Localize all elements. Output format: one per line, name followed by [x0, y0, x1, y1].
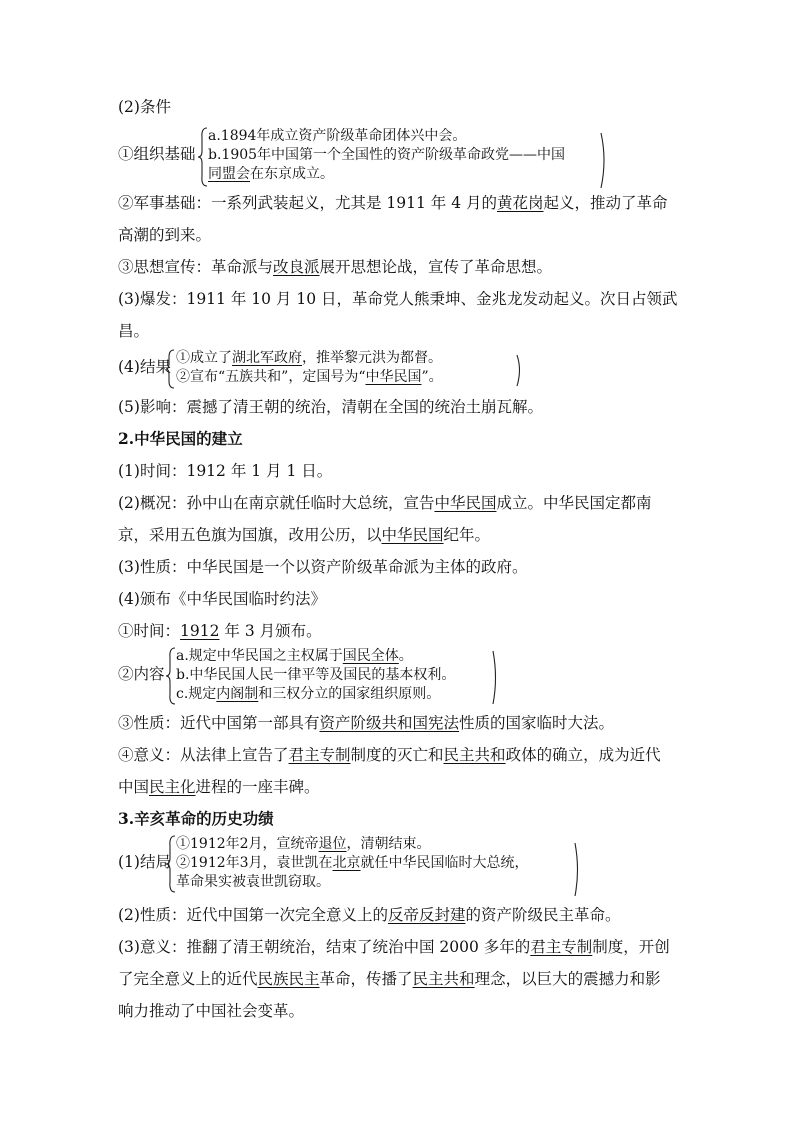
right-paren-icon: [516, 354, 524, 388]
underlined-keyword: 湖北军政府: [232, 350, 302, 366]
outbreak-line1: (3)爆发：1911 年 10 月 10 日，革命党人熊秉坤、金兆龙发动起义。次日占领武: [118, 290, 678, 308]
text-segment: 政体的确立，成为近代: [505, 746, 661, 764]
text-segment: ④意义：从法律上宣告了: [118, 746, 289, 764]
text-segment: ①1912年2月，宣统帝: [176, 836, 319, 852]
result-item-2: [176, 368, 443, 387]
underlined-keyword: 黄花岗: [497, 194, 544, 212]
revolution-meaning-line3: 响力推动了中国社会变革。: [118, 1002, 305, 1020]
constitution-time-line: [118, 620, 322, 642]
underlined-keyword: 退位: [318, 836, 347, 852]
provisional-constitution-heading: (4)颁布《中华民国临时约法》: [118, 590, 326, 608]
constitution-meaning-line2: [118, 776, 320, 798]
text-segment: 展开思想论战，宣传了革命思想。: [319, 258, 553, 276]
text-segment: 。: [398, 648, 413, 664]
text-segment: ，推举黎元洪为都督。: [302, 350, 442, 366]
underlined-keyword: 中华民国: [365, 369, 422, 385]
underlined-keyword: 反帝反封建: [387, 906, 466, 924]
underlined-keyword: 君主专制: [530, 938, 593, 956]
text-segment: (3)意义：推翻了清王朝统治，结束了统治中国 2000 多年的: [118, 938, 531, 956]
constitution-nature-line: [118, 712, 614, 734]
text-segment: 的资产阶级民主革命。: [465, 906, 621, 924]
outbreak-line2: 昌。: [118, 322, 150, 340]
influence-line: (5)影响：震撼了清王朝的统治，清朝在全国的统治土崩瓦解。: [118, 398, 543, 416]
text-segment: ②宣布“五族共和”，定国号为“: [176, 369, 366, 385]
text-segment: a.规定中华民国之主权属于: [176, 648, 343, 664]
text-segment: ③思想宣传：革命派与: [118, 258, 274, 276]
underlined-keyword: 民主共和: [443, 746, 506, 764]
text-segment: 进程的一座丰碑。: [195, 778, 320, 796]
underlined-keyword: 民族民主: [257, 970, 320, 988]
text-segment: 京，采用五色旗为国旗，改用公历，以: [118, 526, 382, 544]
content-items: [176, 647, 455, 704]
text-segment: ③性质：近代中国第一部具有: [118, 714, 320, 732]
ending-item-2: [176, 854, 529, 873]
underlined-keyword: 1912: [180, 622, 220, 640]
text-segment: 在东京成立。: [250, 166, 334, 182]
org-basis-item-b: b.1905年中国第一个全国性的资产阶级革命政党——中国: [208, 147, 566, 163]
underlined-keyword: 民主共和: [412, 970, 475, 988]
propaganda-line: [118, 256, 552, 278]
subheading-conditions: [118, 96, 171, 118]
underlined-keyword: 改良派: [273, 258, 320, 276]
underlined-keyword: 中华民国: [434, 494, 497, 512]
org-basis-items: [208, 127, 565, 184]
text-segment: (2)概况：孙中山在南京就任临时大总统，宣告: [118, 494, 435, 512]
text-segment: ②1912年3月，袁世凯在: [176, 855, 333, 871]
military-basis-line1: [118, 192, 668, 214]
content-item-a: [176, 647, 455, 666]
text-segment: 制度的灭亡和: [350, 746, 444, 764]
text-segment: ②军事基础：一系列武装起义，尤其是 1911 年 4 月的: [118, 194, 498, 212]
result-items: [176, 349, 443, 387]
underlined-keyword: 中华民国: [381, 526, 444, 544]
revolution-nature-line: [118, 904, 621, 926]
text-segment: 成立。中华民国定都南: [496, 494, 652, 512]
content-item-c: [176, 685, 455, 704]
section-3-heading: 3.辛亥革命的历史功绩: [118, 809, 274, 828]
ending-items: [176, 835, 529, 892]
revolution-meaning-line1: [118, 936, 670, 958]
text-segment: 中国: [118, 778, 150, 796]
text-segment: 纪年。: [443, 526, 491, 544]
underlined-keyword: 资产阶级共和国宪法: [319, 714, 460, 732]
ending-item-1: [176, 835, 529, 854]
text-segment: 制度，开创: [592, 938, 670, 956]
content-item-b: b.中华民国人民一律平等及国民的基本权利。: [176, 667, 456, 683]
revolution-meaning-line2: [118, 968, 661, 990]
text-segment: c.规定: [176, 686, 217, 702]
ending-label: (1)结局: [118, 853, 171, 871]
result-label: (4)结果: [118, 358, 171, 376]
org-basis-item-c: [208, 165, 565, 184]
result-item-1: [176, 349, 443, 368]
underlined-keyword: 北京: [332, 855, 361, 871]
text-segment: (2)性质：近代中国第一次完全意义上的: [118, 906, 388, 924]
text-segment: 了完全意义上的近代: [118, 970, 258, 988]
constitution-meaning-line1: [118, 744, 661, 766]
text-segment: 就任中华民国临时大总统，: [360, 855, 529, 871]
underlined-keyword: 君主专制: [288, 746, 351, 764]
roc-time-line: (1)时间：1912 年 1 月 1 日。: [118, 462, 333, 480]
text-segment: 革命，传播了: [319, 970, 413, 988]
text-segment: 和三权分立的国家组织原则。: [258, 686, 441, 702]
underlined-keyword: 国民全体: [342, 648, 399, 664]
right-paren-icon: [574, 842, 582, 898]
roc-overview-line2: [118, 524, 490, 546]
roc-nature-line: (3)性质：中华民国是一个以资产阶级革命派为主体的政府。: [118, 558, 528, 576]
section-2-heading: 2.中华民国的建立: [118, 429, 243, 448]
roc-overview-line1: [118, 492, 652, 514]
text-segment: 性质的国家临时大法。: [459, 714, 615, 732]
org-basis-item-a: a.1894年成立资产阶级革命团体兴中会。: [208, 128, 467, 144]
org-basis-label: ①组织基础: [118, 145, 196, 163]
right-paren-icon: [600, 132, 608, 190]
right-paren-icon: [492, 650, 500, 706]
text-segment: ①成立了: [176, 350, 232, 366]
text-segment: 理念，以巨大的震撼力和影: [474, 970, 661, 988]
underlined-keyword: 同盟会: [208, 166, 250, 182]
text-segment: ”。: [421, 369, 443, 385]
military-basis-line2: 高潮的到来。: [118, 226, 212, 244]
text-segment: 年 3 月颁布。: [219, 622, 322, 640]
text-segment: ，清朝结束。: [346, 836, 431, 852]
ending-item-3: 革命果实被袁世凯窃取。: [176, 874, 330, 890]
underlined-keyword: 内阁制: [216, 686, 259, 702]
underlined-keyword: 民主化: [149, 778, 196, 796]
text-segment: (2)条件: [118, 98, 171, 116]
text-segment: ①时间：: [118, 622, 181, 640]
text-segment: 起义，推动了革命: [543, 194, 668, 212]
content-label: ②内容: [118, 665, 165, 683]
